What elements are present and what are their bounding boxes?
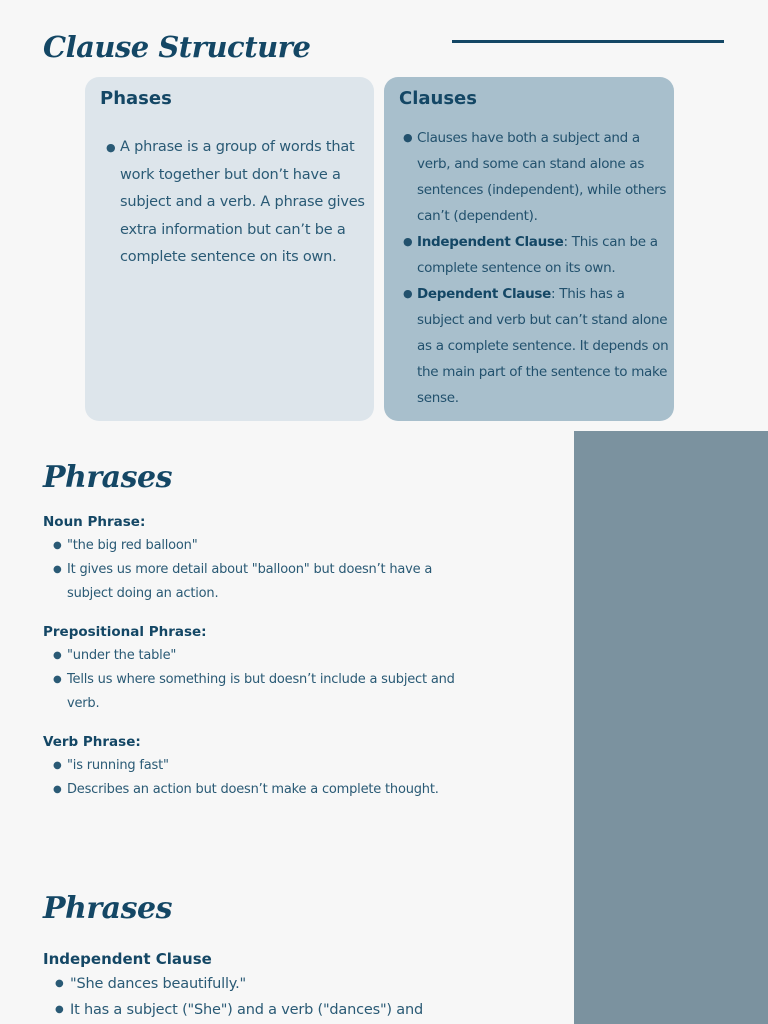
bullet-icon: ● <box>53 760 62 771</box>
title-divider <box>452 40 724 43</box>
list-item <box>105 134 367 272</box>
list-item-text: Tells us where something is but doesn’t include a subject and verb. <box>67 672 455 711</box>
list-item-text: : This can be a complete sentence on its own. <box>417 234 658 276</box>
clauses-card <box>384 77 674 421</box>
list-item <box>402 125 670 229</box>
list-item <box>43 668 473 716</box>
list-item-text: "the big red balloon" <box>67 538 198 553</box>
verb-phrase-heading: Verb Phrase: <box>43 734 141 750</box>
bullet-icon: ● <box>403 287 413 300</box>
list-item <box>43 558 473 606</box>
bullet-icon: ● <box>53 674 62 685</box>
list-item-text: "is running fast" <box>67 758 169 773</box>
list-item <box>402 281 670 411</box>
phrases-card <box>85 77 374 421</box>
list-item <box>43 778 473 802</box>
list-item-text: "She dances beautifully." <box>70 976 246 992</box>
bullet-icon: ● <box>55 978 64 989</box>
prepositional-phrase-group <box>43 620 473 716</box>
clauses-card-heading: Clauses <box>399 88 477 109</box>
list-item-text: Describes an action but doesn’t make a complete thought. <box>67 782 439 797</box>
list-item-text: "under the table" <box>67 648 177 663</box>
list-item <box>402 229 670 281</box>
verb-phrase-group <box>43 730 473 802</box>
clauses-card-list <box>402 125 670 411</box>
side-panel-decoration <box>574 431 768 1024</box>
list-item <box>43 644 473 668</box>
prepositional-phrase-heading: Prepositional Phrase: <box>43 624 207 640</box>
list-item <box>43 534 473 558</box>
list-item <box>43 754 473 778</box>
bullet-icon: ● <box>106 141 116 154</box>
bullet-icon: ● <box>403 235 413 248</box>
bullet-icon: ● <box>53 784 62 795</box>
bullet-icon: ● <box>53 650 62 661</box>
dependent-clause-term: Dependent Clause <box>417 286 552 302</box>
bullet-icon: ● <box>55 1004 64 1015</box>
independent-clause-group <box>43 947 473 1023</box>
independent-clause-term: Independent Clause <box>417 234 564 250</box>
list-item-text: Clauses have both a subject and a verb, and some can stand alone as sentences (independent), while others can’t (dependent). <box>417 130 667 224</box>
noun-phrase-group <box>43 510 473 606</box>
phrases-card-heading: Phases <box>100 88 172 109</box>
list-item <box>43 971 473 997</box>
list-item-text: It has a subject ("She") and a verb ("dances") and <box>70 1002 423 1018</box>
clauses-section-title: Phrases <box>43 891 172 926</box>
phrases-card-list <box>105 134 367 272</box>
list-item-text: It gives us more detail about "balloon" but doesn’t have a subject doing an action. <box>67 562 433 601</box>
bullet-icon: ● <box>403 131 413 144</box>
phrases-section-title: Phrases <box>43 460 172 495</box>
list-item-text: A phrase is a group of words that work together but don’t have a subject and a verb. A phrase gives extra information but can’t be a complete sentence on its own. <box>120 139 365 266</box>
list-item-text: : This has a subject and verb but can’t stand alone as a complete sentence. It depends on the main part of the sentence to make sense. <box>417 286 669 406</box>
independent-clause-heading: Independent Clause <box>43 950 212 968</box>
bullet-icon: ● <box>53 540 62 551</box>
page-title: Clause Structure <box>43 30 311 64</box>
bullet-icon: ● <box>53 564 62 575</box>
noun-phrase-heading: Noun Phrase: <box>43 514 146 530</box>
list-item <box>43 997 473 1023</box>
